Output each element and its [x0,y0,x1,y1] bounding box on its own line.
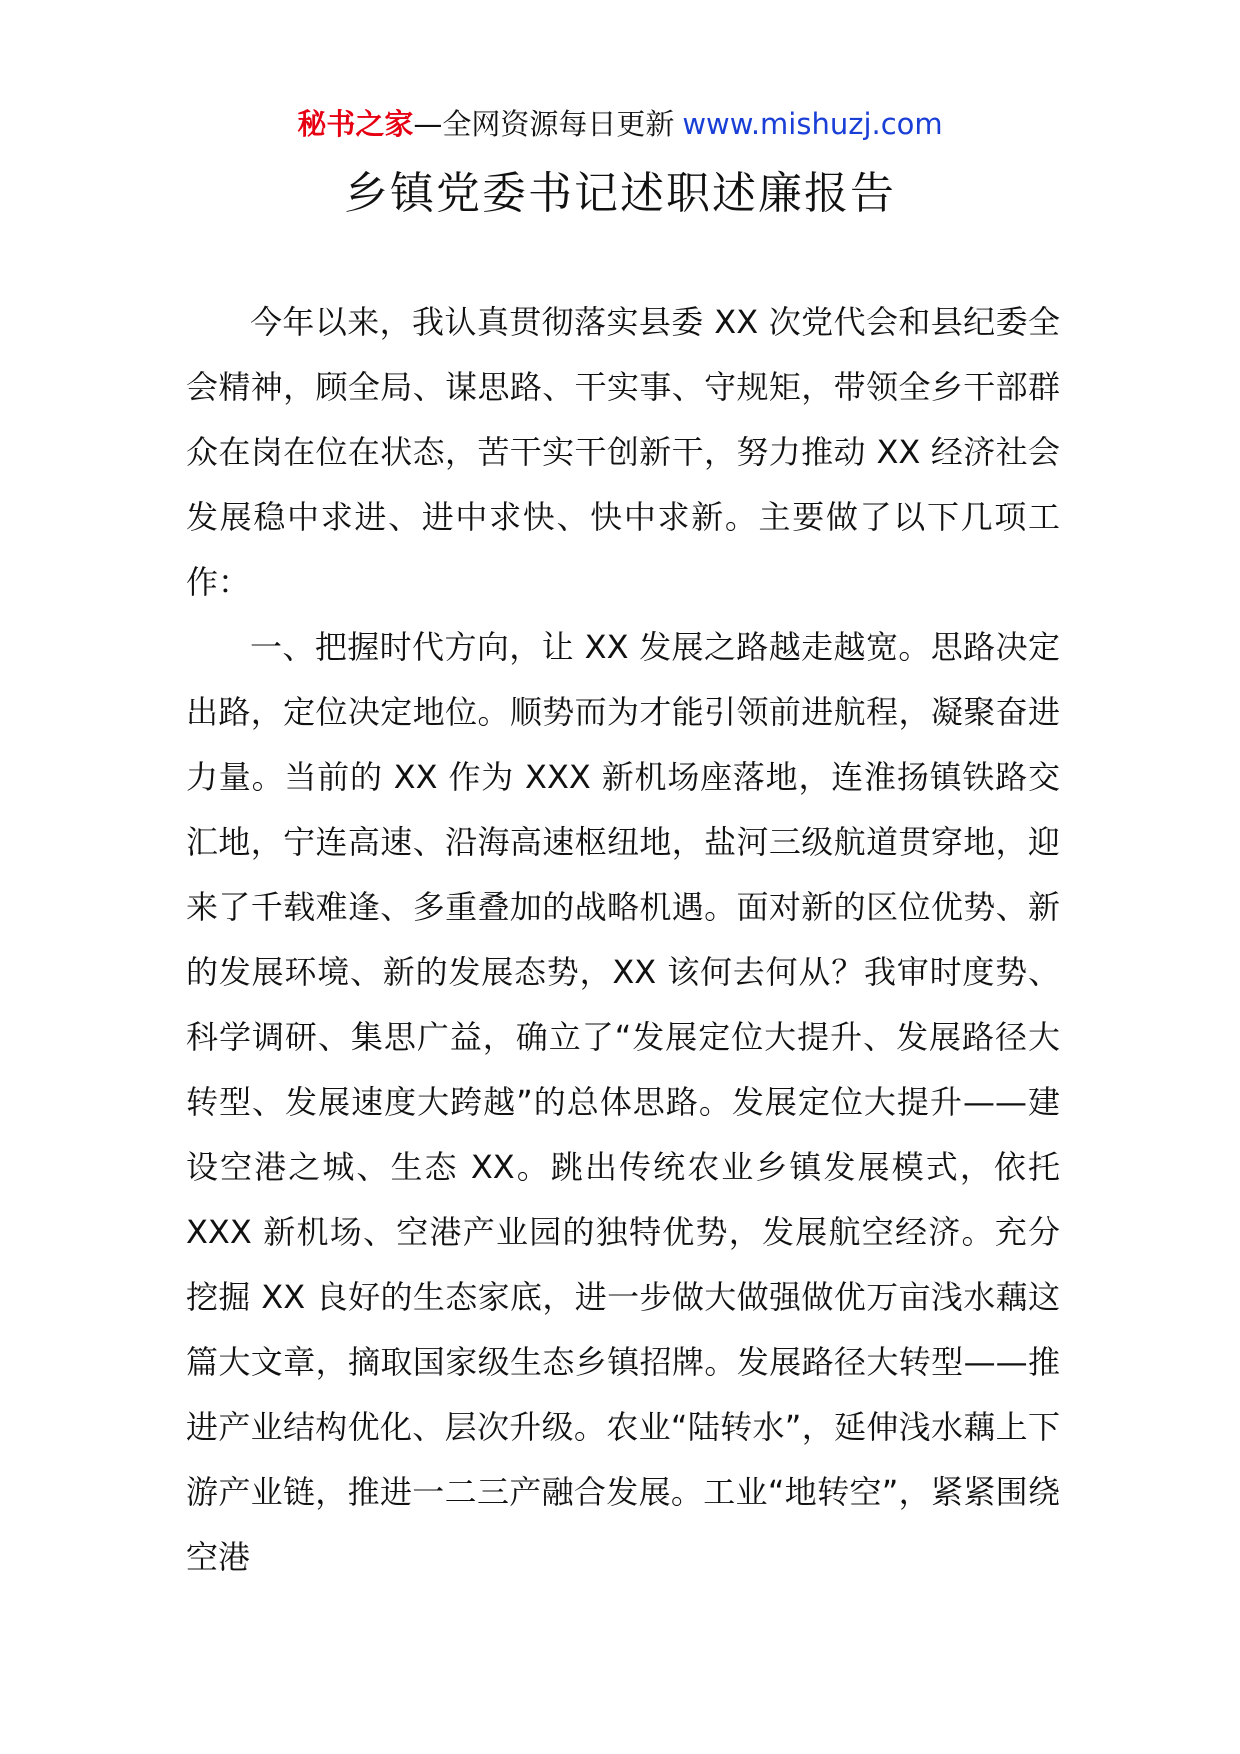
banner-tagline: —全网资源每日更新 [413,107,675,141]
document-title: 乡镇党委书记述职述廉报告 [344,168,896,219]
document-body [186,290,1060,1590]
site-url-link[interactable]: www.mishuzj.com [682,107,943,141]
paragraph-intro: 今年以来，我认真贯彻落实县委 XX 次党代会和县纪委全会精神，顾全局、谋思路、干实事、守规矩，带领全乡干部群众在岗在位在状态，苦干实干创新干，努力推动 XX 经济社会发展稳中求进、进中求快、快中求新。主要做了以下几项工作： [186,303,1060,601]
brand-name: 秘书之家 [297,107,414,141]
paragraph-section-one: 一、把握时代方向，让 XX 发展之路越走越宽。思路决定出路，定位决定地位。顺势而为才能引领前进航程，凝聚奋进力量。当前的 XX 作为 XXX 新机场座落地，连淮扬镇铁路交汇地，宁连高速、沿海高速枢纽地，盐河三级航道贯穿地，迎来了千载难逢、多重叠加的战略机遇。面对新的区位优势、新的发展环境、新的发展态势，XX 该何去何从？我审时度势、科学调研、集思广益，确立了“发展定位大提升、发展路径大转型、发展速度大跨越”的总体思路。发展定位大提升——建设空港之城、生态 XX。跳出传统农业乡镇发展模式，依托 XXX 新机场、空港产业园的独特优势，发展航空经济。充分挖掘 XX 良好的生态家底，进一步做大做强做优万亩浅水藕这篇大文章，摘取国家级生态乡镇招牌。发展路径大转型——推进产业结构优化、层次升级。农业“陆转水”，延伸浅水藕上下游产业链，推进一二三产融合发展。工业“地转空”，紧紧围绕空港 [186,628,1060,1576]
site-banner [0,104,1240,144]
